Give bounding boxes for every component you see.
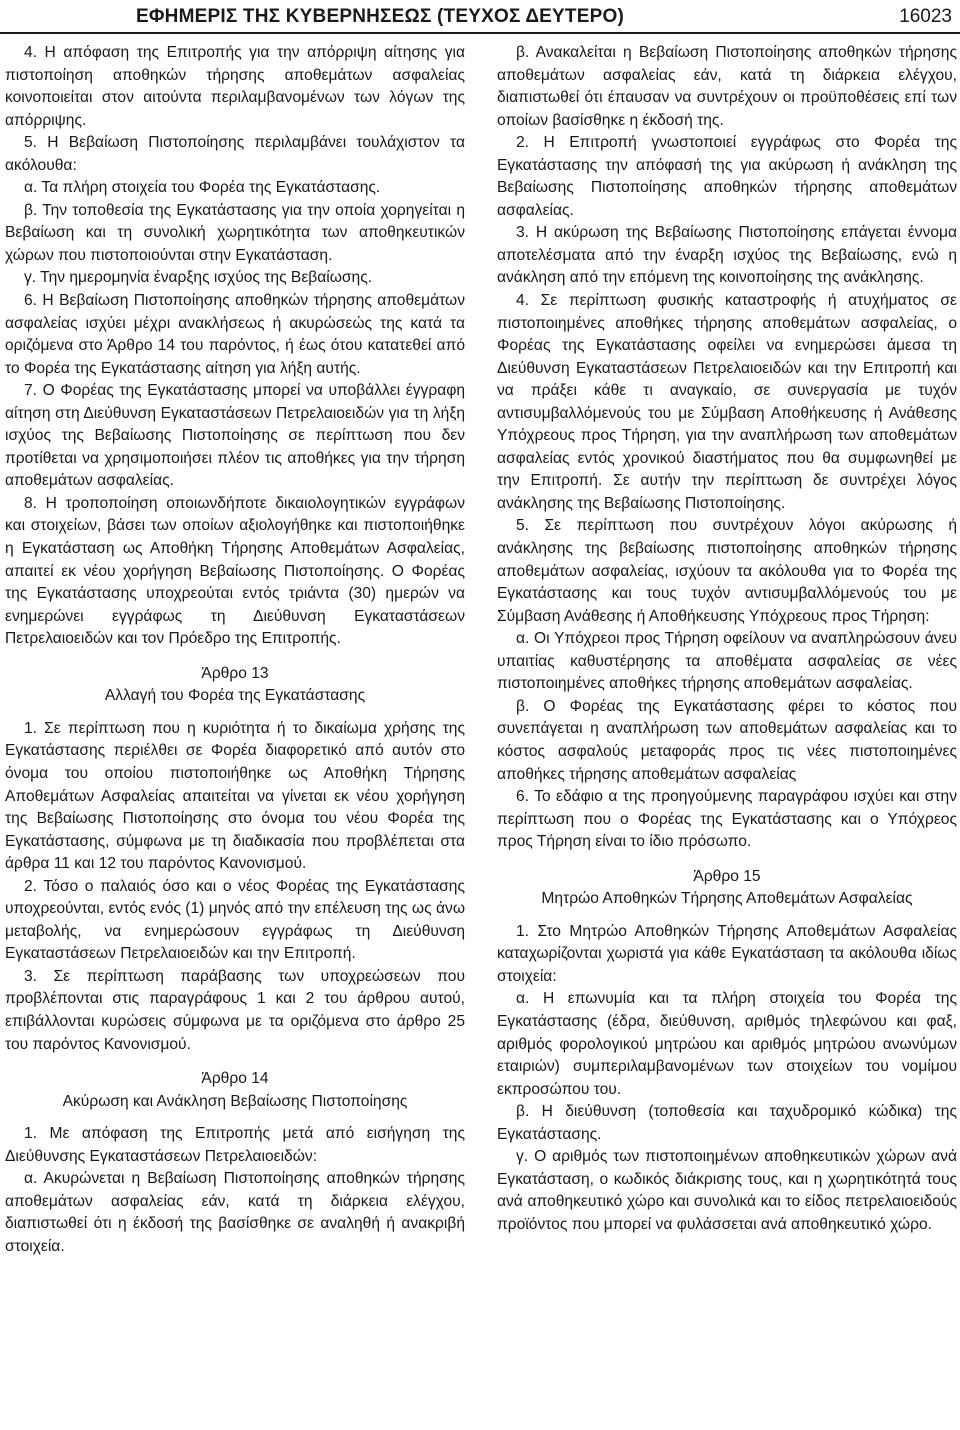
paragraph: α. Η επωνυμία και τα πλήρη στοιχεία του Φορέα της Εγκατάστασης (έδρα, διεύθυνση, αριθμός τηλεφώνου και φαξ, αριθμός φορολογικού μητρώου και αριθμός μητρώου ανωνύμων εταιριών) συμπεριλαμβανομένων των στοιχείων του νομίμου εκπροσώπου του. <box>497 990 957 1098</box>
article-14-number: Άρθρο 14 <box>201 1070 269 1088</box>
paragraph: 5. Η Βεβαίωση Πιστοποίησης περιλαμβάνει τουλάχιστον τα ακόλουθα: <box>5 134 465 174</box>
paragraph: α. Ακυρώνεται η Βεβαίωση Πιστοποίησης αποθηκών τήρησης αποθεμάτων ασφαλείας εάν, κατά τη διάρκεια ελέγχου, διαπιστωθεί ότι η έκδοσή της βασίσθηκε σε αναληθή ή ανακριβή στοιχεία. <box>5 1170 465 1255</box>
paragraph: 3. Η ακύρωση της Βεβαίωσης Πιστοποίησης επάγεται έννομα αποτελέσματα από την έναρξη ισχύος της Βεβαίωσης, ενώ η ανάκληση από την επόμενη της κοινοποίησης της ανάκλησης. <box>497 224 957 287</box>
gazette-title: ΕΦΗΜΕΡΙΣ ΤΗΣ ΚΥΒΕΡΝΗΣΕΩΣ (ΤΕΥΧΟΣ ΔΕΥΤΕΡΟ) <box>136 6 624 27</box>
paragraph: α. Τα πλήρη στοιχεία του Φορέα της Εγκατάστασης. <box>24 179 381 197</box>
paragraph: 7. Ο Φορέας της Εγκατάστασης μπορεί να υποβάλλει έγγραφη αίτηση στη Διεύθυνση Εγκαταστάσεων Πετρελαιοειδών για τη λήξη ισχύος της Βεβαίωσης Πιστοποίησης σε περίπτωση που δεν προτίθεται να χρησιμοποιήσει πλέον τις αποθήκες για την τήρηση αποθεμάτων ασφαλείας. <box>5 382 465 490</box>
paragraph: 1. Με απόφαση της Επιτροπής μετά από εισήγηση της Διεύθυνσης Εγκαταστάσεων Πετρελαιοειδών: <box>5 1125 465 1165</box>
page-header <box>0 0 960 40</box>
article-15-title: Μητρώο Αποθηκών Τήρησης Αποθεμάτων Ασφαλείας <box>541 890 913 908</box>
page-number: 16023 <box>899 6 952 27</box>
paragraph: 2. Τόσο ο παλαιός όσο και ο νέος Φορέας της Εγκατάστασης υποχρεούνται, εντός ενός (1) μηνός από την επέλευση της ως άνω μεταβολής, να ενημερώσουν εγγράφως τη Διεύθυνση Εγκαταστάσεων Πετρελαιοειδών και την Επιτροπή. <box>5 877 465 963</box>
paragraph: 6. Το εδάφιο α της προηγούμενης παραγράφου ισχύει και στην περίπτωση που ο Φορέας της Εγκατάστασης και ο Υπόχρεος προς Τήρηση είναι το ίδιο πρόσωπο. <box>497 788 957 851</box>
article-14-title: Ακύρωση και Ανάκληση Βεβαίωσης Πιστοποίησης <box>62 1092 408 1110</box>
paragraph: 1. Στο Μητρώο Αποθηκών Τήρησης Αποθεμάτων Ασφαλείας καταχωρίζονται χωριστά για κάθε Εγκατάσταση τα ακόλουθα ιδίως στοιχεία: <box>497 922 957 985</box>
paragraph: 8. Η τροποποίηση οποιωνδήποτε δικαιολογητικών εγγράφων και στοιχείων, βάσει των οποίων αξιολογήθηκε και πιστοποιήθηκε η Εγκατάσταση ως Αποθήκη Τήρησης Αποθεμάτων Ασφαλείας, απαιτεί εκ νέου χορήγηση Βεβαίωσης Πιστοποίησης. Ο Φορέας της Εγκατάστασης υποχρεούται εντός τριάντα (30) ημερών να ενημερώνει εγγράφως τη Διεύθυνση Εγκαταστάσεων Πετρελαιοειδών και τον Πρόεδρο της Επιτροπής. <box>5 494 465 648</box>
article-13-title: Αλλαγή του Φορέα της Εγκατάστασης <box>104 687 366 705</box>
paragraph: γ. Την ημερομηνία έναρξης ισχύος της Βεβαίωσης. <box>24 269 373 287</box>
left-column <box>5 42 465 1258</box>
right-column <box>497 42 957 1236</box>
paragraph: β. Ανακαλείται η Βεβαίωση Πιστοποίησης αποθηκών τήρησης αποθεμάτων ασφαλείας εάν, κατά τη διάρκεια ελέγχου, διαπιστωθεί ότι έπαυσαν να συντρέχουν οι προϋποθέσεις επί των οποίων βασίσθηκε η έκδοσή της. <box>497 44 957 129</box>
paragraph: 3. Σε περίπτωση παράβασης των υποχρεώσεων που προβλέπονται στις παραγράφους 1 και 2 του άρθρου αυτού, επιβάλλονται κυρώσεις σύμφωνα με τα οριζόμενα στο άρθρο 25 του παρόντος Κανονισμού. <box>5 967 465 1053</box>
paragraph: α. Οι Υπόχρεοι προς Τήρηση οφείλουν να αναπληρώσουν άνευ υπαιτίας καθυστέρησης τα αποθέματα ασφαλείας σε νέες πιστοποιημένες αποθήκες τήρησης αποθεμάτων ασφαλείας. <box>497 630 957 693</box>
paragraph: 2. Η Επιτροπή γνωστοποιεί εγγράφως στο Φορέα της Εγκατάστασης την απόφασή της για ακύρωση ή ανάκληση της Βεβαίωσης Πιστοποίησης αποθηκών τήρησης αποθεμάτων ασφαλείας. <box>497 134 957 219</box>
paragraph: 6. Η Βεβαίωση Πιστοποίησης αποθηκών τήρησης αποθεμάτων ασφαλείας ισχύει μέχρι ανακλήσεως ή ακυρώσεώς της κατά τα οριζόμενα στο Άρθρο 14 του παρόντος, ή έως ότου κατατεθεί από το Φορέα της Εγκατάστασης αίτηση για λήξη αυτής. <box>5 292 465 377</box>
article-15-number: Άρθρο 15 <box>693 867 761 885</box>
paragraph: β. Την τοποθεσία της Εγκατάστασης για την οποία χορηγείται η Βεβαίωση και τη συνολική χωρητικότητα των αποθηκευτικών χώρων που πιστοποιούνται στην Εγκατάσταση. <box>5 201 465 264</box>
paragraph: β. Ο Φορέας της Εγκατάστασης φέρει το κόστος που συνεπάγεται η αναπλήρωση των αποθεμάτων ασφαλείας και το κόστος ασφαλούς μεταφοράς προς τις νέες πιστοποιημένες αποθήκες τήρησης αποθεμάτων ασφαλείας <box>497 697 957 783</box>
paragraph: β. Η διεύθυνση (τοποθεσία και ταχυδρομικό κώδικα) της Εγκατάστασης. <box>497 1103 957 1143</box>
paragraph: 5. Σε περίπτωση που συντρέχουν λόγοι ακύρωσης ή ανάκλησης της βεβαίωσης πιστοποίησης αποθηκών τήρησης αποθεμάτων ασφαλείας, ισχύουν τα ακόλουθα για το Φορέα της Εγκατάστασης και τους τυχόν αντισυμβαλλόμενούς του με Σύμβαση Ανάθεσης ή Αποθήκευσης Υπόχρεους προς Τήρηση: <box>497 517 957 625</box>
paragraph: 4. Η απόφαση της Επιτροπής για την απόρριψη αίτησης για πιστοποίηση αποθηκών τήρησης αποθεμάτων ασφαλείας κοινοποιείται στον αιτούντα περιλαμβανομένων των λόγων της απόρριψης. <box>5 44 465 129</box>
header-divider <box>0 32 960 34</box>
paragraph: γ. Ο αριθμός των πιστοποιημένων αποθηκευτικών χώρων ανά Εγκατάσταση, ο κωδικός διάκρισης τους, και η χωρητικότητά τους ανά αποθηκευτικό χώρο και συνολικά και το είδος πετρελαιοειδούς προϊόντος που μπορεί να φυλάσσεται ανά αποθηκευτικό χώρο. <box>497 1148 957 1233</box>
paragraph: 4. Σε περίπτωση φυσικής καταστροφής ή ατυχήματος σε πιστοποιημένες αποθήκες τήρησης αποθεμάτων ασφαλείας, ο Φορέας της Εγκατάστασης οφείλει να ενημερώσει άμεσα τη Διεύθυνση Εγκαταστάσεων Πετρελαιοειδών και την Επιτροπή και να πράξει κάθε τι αναγκαίο, σε συνεργασία με τυχόν αντισυμβαλλόμενούς του με Σύμβαση Αποθήκευσης ή Ανάθεσης Υπόχρεους προς Τήρηση, για την αναπλήρωση των αποθεμάτων ασφαλείας εντός χρονικού διαστήματος που θα συμφωνηθεί με την Επιτροπή. Σε αυτήν την περίπτωση δε συντρέχει λόγος ανάκλησης της Βεβαίωσης Πιστοποίησης. <box>497 292 957 512</box>
article-13-number: Άρθρο 13 <box>201 664 269 682</box>
paragraph: 1. Σε περίπτωση που η κυριότητα ή το δικαίωμα χρήσης της Εγκατάστασης περιέλθει σε Φορέα διαφορετικό από αυτόν στο όνομα του οποίου πιστοποιήθηκε ως Αποθήκη Τήρησης Αποθεμάτων Ασφαλείας απαιτείται να γίνεται εκ νέου χορήγηση της Βεβαίωσης Πιστοποίησης στο όνομα του νέου Φορέα της Εγκατάστασης, σύμφωνα με τη διαδικασία που προβλέπεται στα άρθρα 11 και 12 του παρόντος Κανονισμού. <box>5 719 465 873</box>
